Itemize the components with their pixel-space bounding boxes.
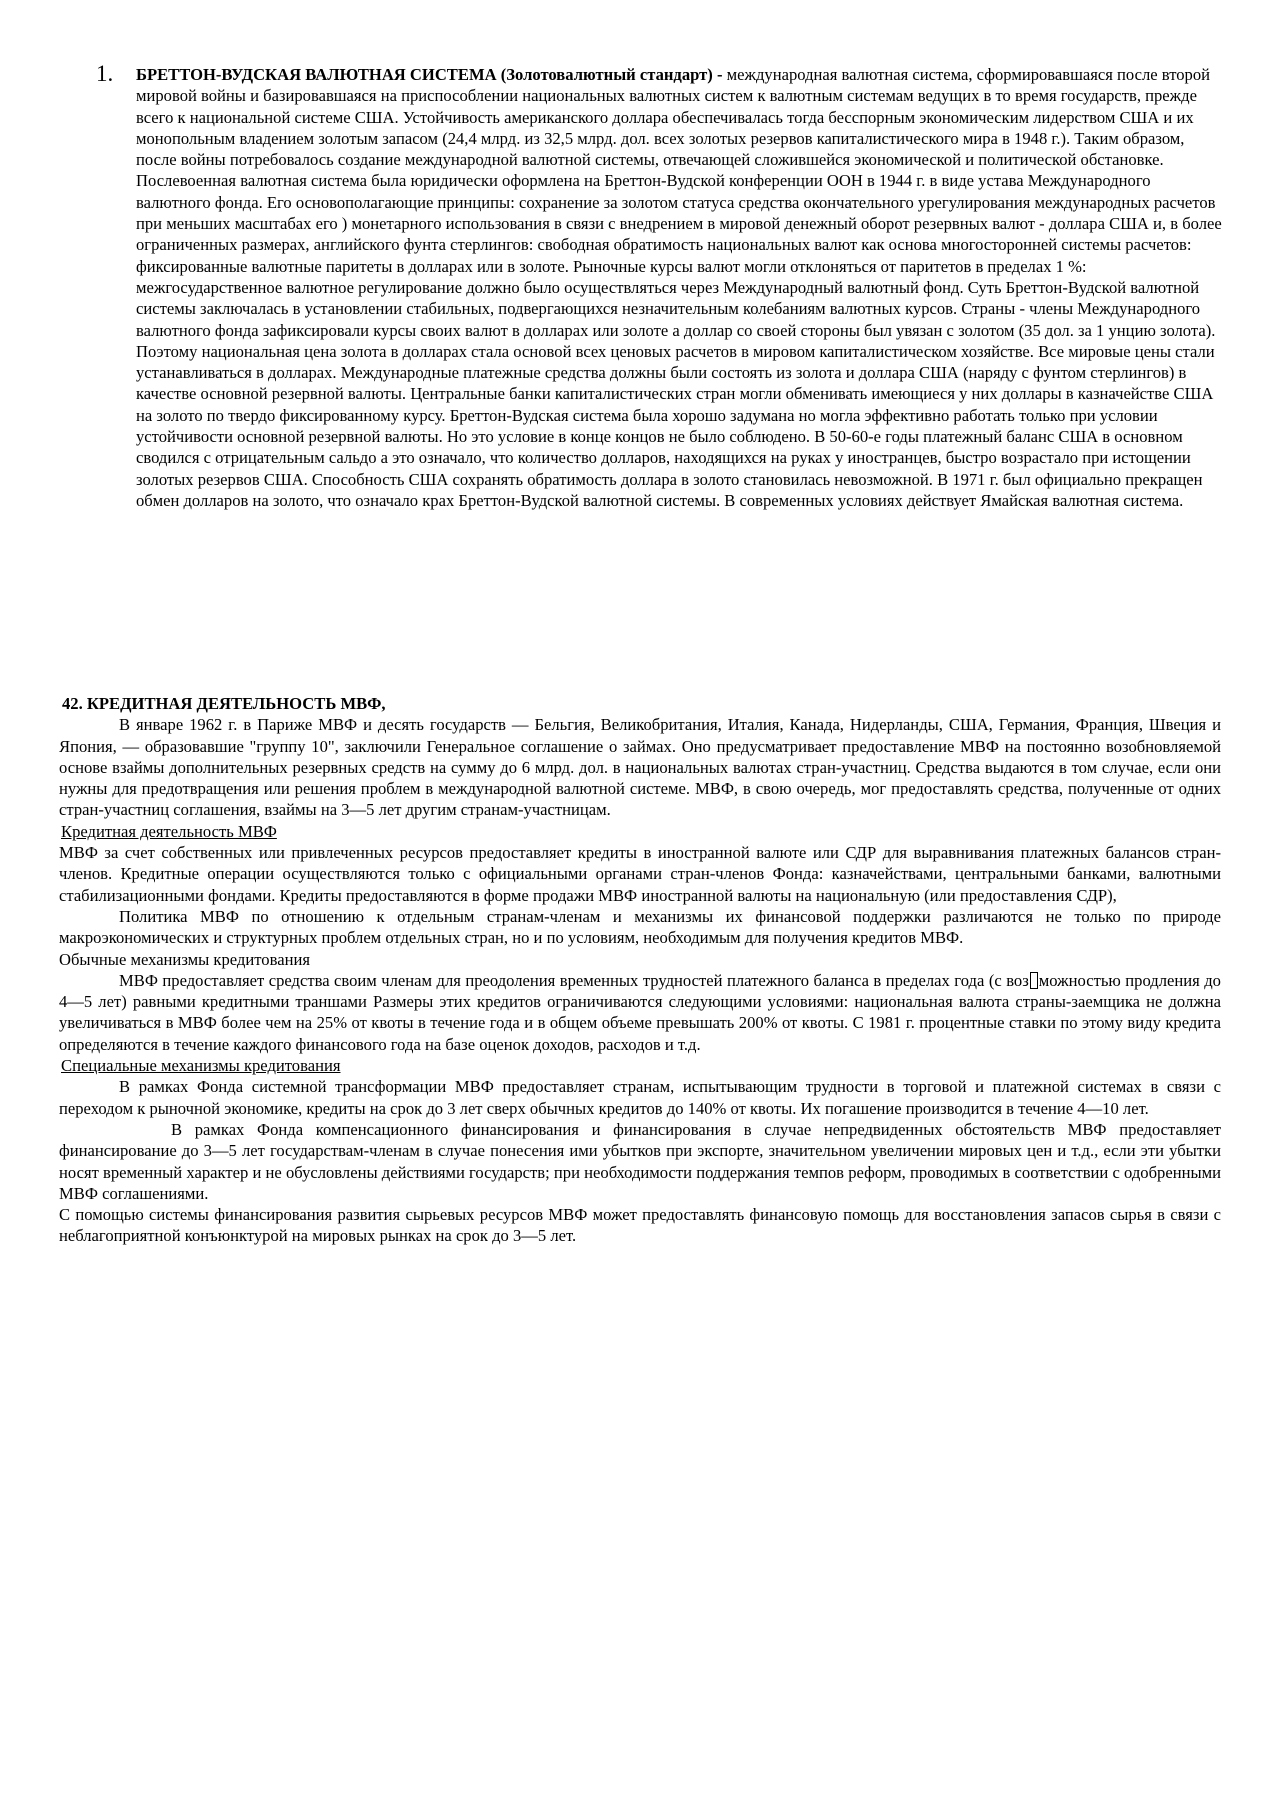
section-imf-credit xyxy=(59,693,1221,1247)
section-1-title: БРЕТТОН-ВУДСКАЯ ВАЛЮТНАЯ СИСТЕМА (Золотовалютный стандарт) - xyxy=(136,65,723,84)
paragraph-credit-resources: МВФ за счет собственных или привлеченных ресурсов предоставляет кредиты в иностранной валюте или СДР для выравнивания платежных балансов стран-членов. Кредитные операции осуществляются только с официальными органами стран-членов Фонда: казначействами, центральными банками, валютными стабилизационными фондами. Кредиты предоставляются в форме продажи МВФ иностранной валюты на национальную (или предоставления СДР), xyxy=(59,843,1221,905)
paragraph-imf-policy: Политика МВФ по отношению к отдельным странам-членам и механизмы их финансовой поддержки различаются не только по природе макроэкономических и структурных проблем отдельных стран, но и по условиям, необходимым для получения кредитов МВФ. xyxy=(59,906,1221,948)
text-cursor-icon xyxy=(1030,972,1038,989)
subheading-credit-activity: Кредитная деятельность МВФ xyxy=(61,821,277,841)
paragraph-group-of-ten: В январе 1962 г. в Париже МВФ и десять государств — Бельгия, Великобритания, Италия, Канада, Нидерланды, США, Германия, Франция, Швеция и Япония, — образовавшие "группу 10", заключили Генеральное соглашение о займах. Оно предусматривает предоставление МВФ на постоянно возобновляемой основе взаймы дополнительных резервных средств на сумму до 6 млрд. дол. в национальных валютах стран-участниц. Средства выдаются в том случае, если они нужны для предотвращения или решения проблем в международной валютной системе. МВФ, в свою очередь, мог предоставлять средства, полученные от одних стран-участниц соглашения, взаймы на 3—5 лет другим странам-участницам. xyxy=(59,715,1221,820)
section-1-paragraph xyxy=(136,64,1226,511)
paragraph-ordinary-credit-part-2: можностью продления до 4—5 лет) равными кредитными траншами Размеры этих кредитов ограничиваются следующими условиями: национальная валюта страны-заемщика не должна увеличиваться в МВФ более чем на 25% от квоты в течение года и в общем объеме превышать 200% от квоты. С 1981 г. процентные ставки по этому виду кредита определяются в течение каждого финансового года на базе оценок доходов, расходов и т.д. xyxy=(59,970,1221,1054)
paragraph-ordinary-credit-part-1: МВФ предоставляет средства своим членам для преодоления временных трудностей платежного баланса в пределах года (с воз xyxy=(119,970,1029,990)
section-1-text: международная валютная система, сформировавшаяся после второй мировой войны и базировавшаяся на приспособлении национальных валютных систем к валютным системам ведущих в то время государств, прежде всего к национальной системе США. Устойчивость американского доллара обеспечивалась тогда бесспорным экономическим лидерством США и их монопольным владением золотым запасом (24,4 млрд. из 32,5 млрд. дол. всех золотых резервов капиталистического мира в 1948 г.). Таким образом, после войны потребовалось создание международной валютной системы, отвечающей сложившейся экономической и политической обстановке. Послевоенная валютная система была юридически оформлена на Бреттон-Вудской конференции ООН в 1944 г. в виде устава Международного валютного фонда. Его основополагающие принципы: сохранение за золотом статуса средства окончательного урегулирования международных расчетов при меньших масштабах его ) монетарного использования в связи с внедрением в мировой денежный оборот резервных валют - доллара США и, в более ограниченных размерах, английского фунта стерлингов: свободная обратимость национальных валют как основа многосторонней системы расчетов: фиксированные валютные паритеты в долларах или в золоте. Рыночные курсы валют могли отклоняться от паритетов в пределах 1 %: межгосударственное валютное регулирование должно было осуществляться через Международный валютный фонд. Суть Бреттон-Вудской валютной системы заключалась в установлении стабильных, подвергающихся незначительным колебаниям валютных курсов. Страны - члены Международного валютного фонда зафиксировали курсы своих валют в долларах или золоте а доллар со своей стороны был увязан с золотом (35 дол. за 1 унцию золота). Поэтому национальная цена золота в долларах стала основой всех ценовых расчетов в мировом капиталистическом хозяйстве. Все мировые цены стали устанавливаться в долларах. Международные платежные средства должны были состоять из золота и доллара США (наряду с фунтом стерлингов) в качестве основной резервной валюты. Центральные банки капиталистических стран могли обменивать имеющиеся у них доллары в казначействе США на золото по твердо фиксированному курсу. Бреттон-Вудская система была хорошо задумана но могла эффективно работать только при условии устойчивости основной резервной валюты. Но это условие в конце концов не было соблюдено. В 50-60-е годы платежный баланс США в основном сводился с отрицательным сальдо а это означало, что количество долларов, находящихся на руках у иностранцев, быстро возрастало при истощении золотых резервов США. Способность США сохранять обратимость доллара в золото становилась невозможной. В 1971 г. был официально прекращен обмен долларов на золото, что означало крах Бреттон-Вудской валютной системы. В современных условиях действует Ямайская валютная система. xyxy=(136,65,1222,510)
paragraph-compensatory-financing: В рамках Фонда компенсационного финансирования и финансирования в случае непредвиденных обстоятельств МВФ предоставляет финансирование до 3—5 лет государствам-членам в случае понесения ими убытков при экспорте, значительном увеличении мировых цен и т.д., если эти убытки носят временный характер и не обусловлены действиями государств; при необходимости поддержания темпов реформ, проводимых в соответствии с одобренными МВФ соглашениями. xyxy=(59,1119,1221,1203)
list-number: 1. xyxy=(96,61,114,86)
section-42-heading: 42. КРЕДИТНАЯ ДЕЯТЕЛЬНОСТЬ МВФ, xyxy=(62,694,386,713)
paragraph-systemic-transformation: В рамках Фонда системной трансформации МВФ предоставляет странам, испытывающим трудности в торговой и платежной системах в связи с переходом к рыночной экономике, кредиты на срок до 3 лет сверх обычных кредитов до 140% от квоты. Их погашение производится в течение 4—10 лет. xyxy=(59,1077,1221,1118)
subheading-ordinary-mechanisms: Обычные механизмы кредитования xyxy=(59,949,310,969)
paragraph-ordinary-credit xyxy=(59,970,1221,1055)
paragraph-raw-materials: С помощью системы финансирования развития сырьевых ресурсов МВФ может предоставлять финансовую помощь для восстановления запасов сырья в связи с неблагоприятной конъюнктурой на мировых рынках на срок до 3—5 лет. xyxy=(59,1205,1221,1246)
subheading-special-mechanisms: Специальные механизмы кредитования xyxy=(61,1056,341,1076)
